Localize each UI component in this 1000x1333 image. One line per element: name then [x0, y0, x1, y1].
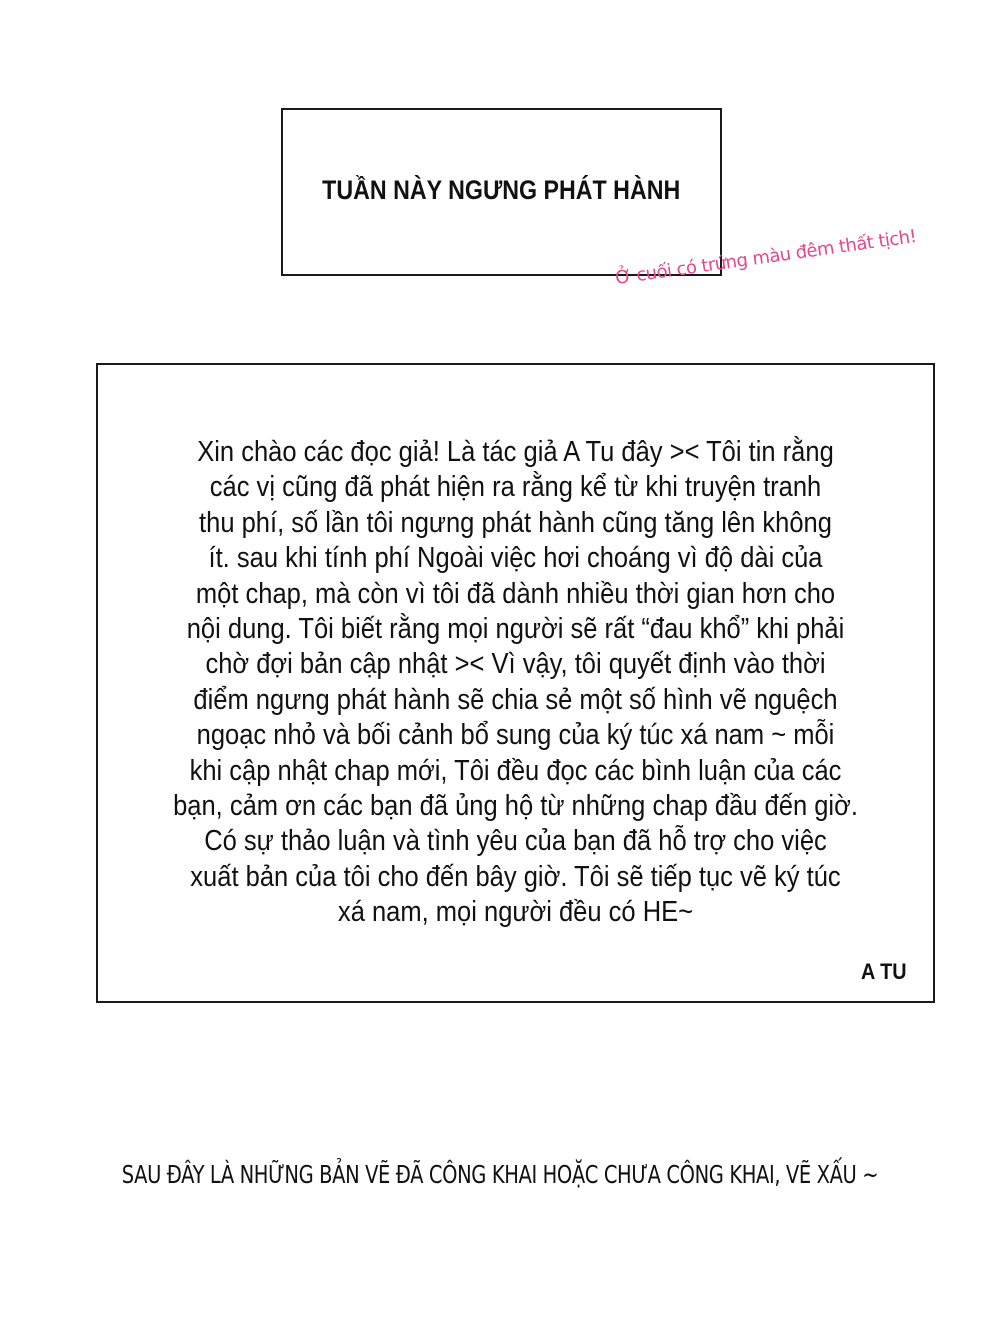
author-signature: A TU: [861, 959, 907, 984]
letter-line: khi cập nhật chap mới, Tôi đều đọc các bình luận của các: [189, 754, 842, 787]
notice-box: [281, 108, 722, 276]
author-letter-box: [96, 363, 935, 1003]
letter-line: bạn, cảm ơn các bạn đã ủng hộ từ những chap đầu đến giờ.: [173, 790, 858, 823]
letter-line: Xin chào các đọc giả! Là tác giả A Tu đây >< Tôi tin rằng: [197, 436, 834, 468]
letter-body: [98, 435, 933, 931]
notice-title: TUẦN NÀY NGƯNG PHÁT HÀNH: [322, 175, 681, 205]
letter-line: Có sự thảo luận và tình yêu của bạn đã hỗ trợ cho việc: [204, 825, 827, 858]
letter-line: chờ đợi bản cập nhật >< Vì vậy, tôi quyết định vào thời: [205, 648, 826, 681]
letter-line: ít. sau khi tính phí Ngoài việc hơi choáng vì độ dài của: [208, 542, 823, 575]
letter-line: ngoạc nhỏ và bối cảnh bổ sung của ký túc xá nam ~ mỗi: [196, 719, 835, 752]
letter-line: điểm ngưng phát hành sẽ chia sẻ một số hình vẽ nguệch: [193, 683, 838, 716]
footer-caption: SAU ĐÂY LÀ NHỮNG BẢN VẼ ĐÃ CÔNG KHAI HOẶC CHƯA CÔNG KHAI, VẼ XẤU ~: [121, 1160, 879, 1189]
letter-line: xuất bản của tôi cho đến bây giờ. Tôi sẽ tiếp tục vẽ ký túc: [190, 860, 841, 893]
letter-line: thu phí, số lần tôi ngưng phát hành cũng tăng lên không: [199, 506, 832, 539]
letter-line: nội dung. Tôi biết rằng mọi người sẽ rất “đau khổ” khi phải: [186, 613, 845, 646]
letter-line: một chap, mà còn vì tôi đã dành nhiều thời gian hơn cho: [195, 577, 836, 610]
letter-line: các vị cũng đã phát hiện ra rằng kể từ khi truyện tranh: [209, 471, 822, 504]
letter-line: xá nam, mọi người đều có HE~: [337, 896, 694, 929]
pink-note: Ở cuối có trứng màu đêm thất tịch!: [614, 225, 918, 289]
